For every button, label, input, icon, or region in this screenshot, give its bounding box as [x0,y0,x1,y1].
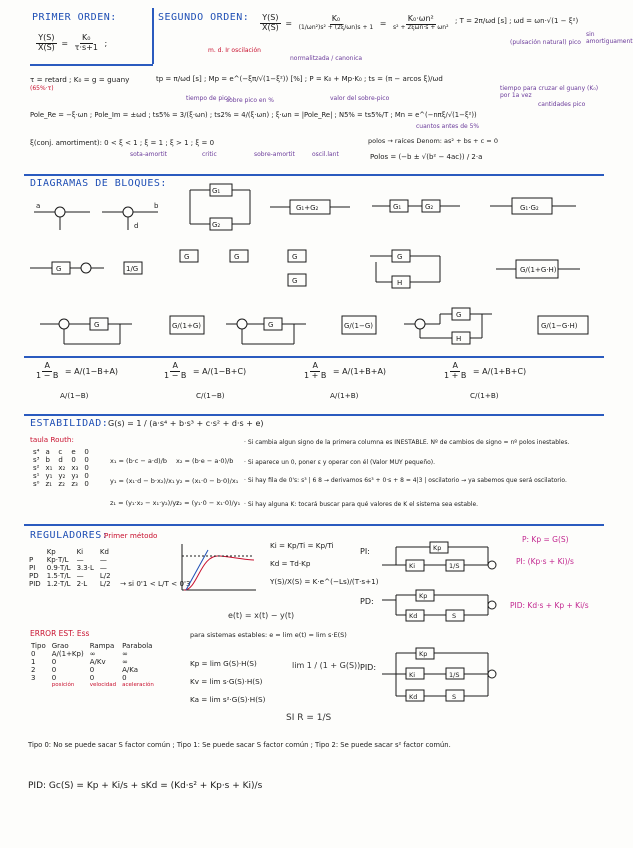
limit-line: lim 1 / (1 + G(S)) [292,661,361,670]
period-formula: ; T = 2π/ωd [s] ; ωd = ωn·√(1 − ξ²) [455,17,579,25]
reguladores-subtitle: Primer método [104,531,158,540]
svg-text:Ki: Ki [409,562,416,570]
frac-identity-1: $\frac{A}{1 - B}$ = A/(1−B+A) [36,361,119,380]
pole-line: Pole_Re = −ξ·ωn ; Pole_Im = ±ωd ; ts5% = 3/(ξ·ωn) ; ts2% = 4/(ξ·ωn) ; ξ·ωn = |Pole_Re| ; N5% = ts5%/T ; Mn = e^(−nπξ/√(1−ξ²)) [30,111,477,119]
xi-note-1: critic [202,151,217,158]
controller-diagrams [376,538,512,718]
f2-num: K₀·ωn² [407,14,434,24]
primer-line1-note: (65%·τ) [30,85,54,92]
fi4-b: 1 + B [444,370,467,380]
routh-y2: y₂ = (x₁·0 − b·0)/x₁ [176,477,239,485]
svg-text:1/S: 1/S [449,562,460,570]
k-den: τ·s+1 [74,42,98,52]
tipos-line: Tipo 0: No se puede sacar S factor común ; Tipo 1: Se puede sacar S factor común ; Tipo 2: Se puede sacar s² factor común. [28,741,451,749]
xi-line: ξ(conj. amortiment): 0 < ξ < 1 ; ξ = 1 ; ξ > 1 ; ξ = 0 [30,139,215,147]
block-diagrams [20,178,610,358]
tp-note-1: sobre pico en % [226,97,274,104]
eq-sign: = [61,38,69,48]
svg-text:S: S [452,612,457,620]
routh-z2: z₂ = (y₁·0 − x₁·0)/y₁ [176,499,241,507]
blk-closed-gh: G/(1+G·H) [520,266,557,274]
routh-row: s⁰ z₁ z₂ z₃ 0 [33,480,89,488]
fi2-r: A/(1−B+C) [202,366,247,376]
tp-note-2: valor del sobre-pico [330,95,390,102]
stab-rule-3: · Si hay alguna K: tocará buscar para qué valores de K el sistema sea estable. [244,501,479,508]
ka-line: Ka = lim s²·G(S)·H(S) [190,695,266,704]
ziegler-table [26,548,114,588]
blk-inv-g: 1/G [126,265,139,273]
table-row: P Kp·T/L — — [29,556,107,564]
routh-row: s³ b d 0 0 [33,456,89,464]
svg-text:Kp: Kp [419,650,428,658]
f1-den: (1/ωn²)s² + (2ξ/ωn)s + 1 [298,23,374,31]
xi-note-0: sota-amortit [130,151,168,158]
blk-g1-times-g2: G₁·G₂ [520,204,539,212]
tf-num: Y(S) [38,33,55,42]
pole-note-1: cuantos antes de 5% [416,123,480,130]
blk-closed-gh-pos: G/(1−G·H) [541,322,578,330]
estabilidad-title: ESTABILIDAD: [30,418,109,429]
tp-line: tp = π/ωd [s] ; Mp = e^(−ξπ/√(1−ξ²)) [%] ; P = K₀ + Mp·K₀ ; ts = (π − arcos ξ)/ωd [156,75,443,83]
frac-sub-2: C/(1−B) [196,391,225,400]
blk-closed-unity-neg: G/(1+G) [172,322,201,330]
primer-orden-tf: $\frac{Y(S)}{X(S)}$ = $\frac{\text{K₀}}{\tau\cdot s+1}$ ; [38,33,108,52]
table-row: 3 0 0 0 [31,674,127,682]
table-row: PI 0.9·T/L 3.3·L — [29,564,107,572]
svg-text:d: d [134,222,139,230]
fi3-r: A/(1+B+A) [342,366,387,376]
svg-text:Ki: Ki [409,671,416,679]
blk-g-a: G [56,265,62,273]
svg-text:a: a [36,202,41,210]
pi-eq: PI: (Kp·s + Ki)/s [516,557,574,566]
sys-line: Y(S)/X(S) = K·e^(−Ls)/(T·s+1) [270,577,379,586]
pole-note-0: cantidades pico [538,101,586,108]
et-line: e(t) = x(t) − y(t) [228,611,295,620]
stab-rule-2: · Si hay fila de 0's: s³ | 6 8 → derivamos 6s³ + 0·s + 8 = 4|3 | oscilatorio → ya sabemos que será oscilatorio. [244,477,567,484]
kp-line: Kp = lim G(S)·H(S) [190,659,257,668]
error-footer: posición velocidad aceleración [51,682,154,688]
error-title: ERROR EST: Ess [30,629,90,638]
stab-rule-1: · Si aparece un 0, poner ε y operar con él (Valor MUY pequeño). [244,459,436,466]
table-row: 0 A/(1+Kp) ∞ ∞ [31,650,128,658]
blk-h-b: H [456,335,462,343]
kd-line: Kd = Td·Kp [270,559,311,568]
routh-z1: z₁ = (y₁·x₂ − x₁·y₂)/y₁ [110,499,179,507]
stab-rule-0: · Si cambia algun signo de la primera columna es INESTABLE. Nº de cambios de signo = nº polos inestables. [244,439,570,446]
blk-g2: G₂ [212,221,221,229]
sir-line: SI R = 1/S [286,713,332,723]
segundo-orden-tf: $\frac{Y(S)}{X(S)}$ = $\frac{\text{K₀}}{\text{(1/ωn²)s² + (2ξ/ωn)s + 1}}$ = $\frac{\text{K₀·ωn²}}{\text{s² + 2ξωn·s + ωn²}}$ [262,13,449,32]
table-row: 2 0 0 A/Ka [31,666,139,674]
blk-g-c: G [234,253,240,261]
blk-g-f: G [397,253,403,261]
frac-sub-3: A/(1+B) [330,391,359,400]
fi1-a: A [44,361,50,370]
error-header: Tipo Grao Rampa Parabola [31,642,153,650]
routh-x1: x₁ = (b·c − a·d)/b [110,457,167,465]
pi-label: PI: [360,547,370,556]
tf2-num: Y(S) [262,13,279,22]
svg-text:S: S [452,693,457,701]
segundo-orden-title: SEGUNDO ORDEN: [158,12,250,23]
polos-line: polos → raíces Denom: as² + bs + c = 0 [368,137,498,145]
ki-line: Ki = Kp/Ti = Kp/Ti [270,541,334,550]
tf2-den: X(S) [262,22,279,32]
reguladores-title: REGULADORES: [30,530,109,541]
tp-note-0: tiempo de pico [186,95,231,102]
f1-num: K₀ [331,14,341,24]
caption-normalizada: normalitzada / canonica [290,55,363,62]
f2-den: s² + 2ξωn·s + ωn² [393,23,449,31]
frac-identity-3: $\frac{A}{1 + B}$ = A/(1+B+A) [304,361,387,380]
zn-header: Kp Ki Kd [46,548,109,556]
blk-g-h: G [268,321,274,329]
routh-row: s⁴ a c e 0 [33,448,89,456]
fi3-a: A [312,361,318,370]
blk-g-e: G [292,277,298,285]
svg-text:Kd: Kd [409,693,418,701]
error-table [28,642,157,688]
frac-identity-2: $\frac{A}{1 - B}$ = A/(1−B+C) [164,361,247,380]
svg-text:Kp: Kp [419,592,428,600]
blk-g-b: G [184,253,190,261]
tp-note-3: tiempo para cruzar el guany (K₀) por 1a vez [500,85,599,99]
pid-final: PID: Gc(S) = Kp + Ki/s + sKd = (Kd·s² + Kp·s + Ki)/s [28,781,263,791]
fi4-a: A [452,361,458,370]
fi1-r: A/(1−B+A) [74,366,119,376]
blk-s-g2: G₂ [425,203,434,211]
estable-line: para sistemas estables: e = lim e(t) = lim s·E(S) [190,631,347,639]
table-row: PD 1.5·T/L — L/2 [29,572,111,580]
step-response-sketch [176,540,260,596]
estabilidad-gs: G(s) = 1 / (a·s⁴ + b·s³ + c·s² + d·s + e) [108,419,264,428]
fi1-b: 1 − B [36,370,59,380]
kv-line: Kv = lim s·G(S)·H(S) [190,677,263,686]
fi3-b: 1 + B [304,370,327,380]
blk-h: H [397,279,403,287]
caption-red: m. d. Ir oscilación [208,47,261,54]
blk-g-d: G [292,253,298,261]
routh-label: taula Routh: [30,435,74,444]
routh-y1: y₁ = (x₁·d − b·x₂)/x₁ [110,477,175,485]
pd-label: PD: [360,597,374,606]
blk-closed-unity-pos: G/(1−G) [344,322,373,330]
svg-text:Kd: Kd [409,612,418,620]
svg-text:b: b [154,202,159,210]
svg-text:Kp: Kp [433,544,442,552]
fi2-b: 1 − B [164,370,187,380]
blk-g1: G₁ [212,187,221,195]
frac-identity-4: $\frac{A}{1 + B}$ = A/(1+B+C) [444,361,527,380]
svg-text:1/S: 1/S [449,671,460,679]
routh-x2: x₂ = (b·e − a·0)/b [176,457,234,465]
blk-g-i: G [456,311,462,319]
fi4-r: A/(1+B+C) [482,366,527,376]
caption-wd: (pulsación natural) pico [510,39,581,46]
p-eq: P: Kp = G(S) [522,535,569,544]
routh-row: s¹ y₁ y₂ y₃ 0 [33,472,89,480]
diagramas-title: DIAGRAMAS DE BLOQUES: [30,178,167,189]
primer-orden-title: PRIMER ORDEN: [32,12,117,23]
table-row: PID 1.2·T/L 2·L L/2 [29,580,111,588]
pid-eq: PID: Kd·s + Kp + Ki/s [510,601,589,610]
tf-den: X(S) [38,42,55,52]
pid-label: PID: [360,663,377,672]
fi2-a: A [172,361,178,370]
blk-g-g: G [94,321,100,329]
k-num: K₀ [82,33,91,42]
routh-table [30,448,92,488]
blk-s-g1: G₁ [393,203,402,211]
caption-wn: sin amortiguament [586,31,633,45]
frac-sub-4: C/(1+B) [470,391,499,400]
polos-formula: Polos = (−b ± √(b² − 4ac)) / 2·a [370,153,483,161]
table-row: 1 0 A/Kv ∞ [31,658,128,666]
frac-sub-1: A/(1−B) [60,391,89,400]
xi-note-2: sobre-amortit [254,151,295,158]
blk-g1-plus-g2: G₁+G₂ [296,204,319,212]
routh-row: s² x₁ x₂ x₃ 0 [33,464,89,472]
zn-condition: → si 0'1 < L/T < 0'3 [120,579,191,588]
primer-line1: τ = retard ; K₀ = g = guany [30,75,130,84]
xi-note-3: oscil.lant [312,151,339,158]
